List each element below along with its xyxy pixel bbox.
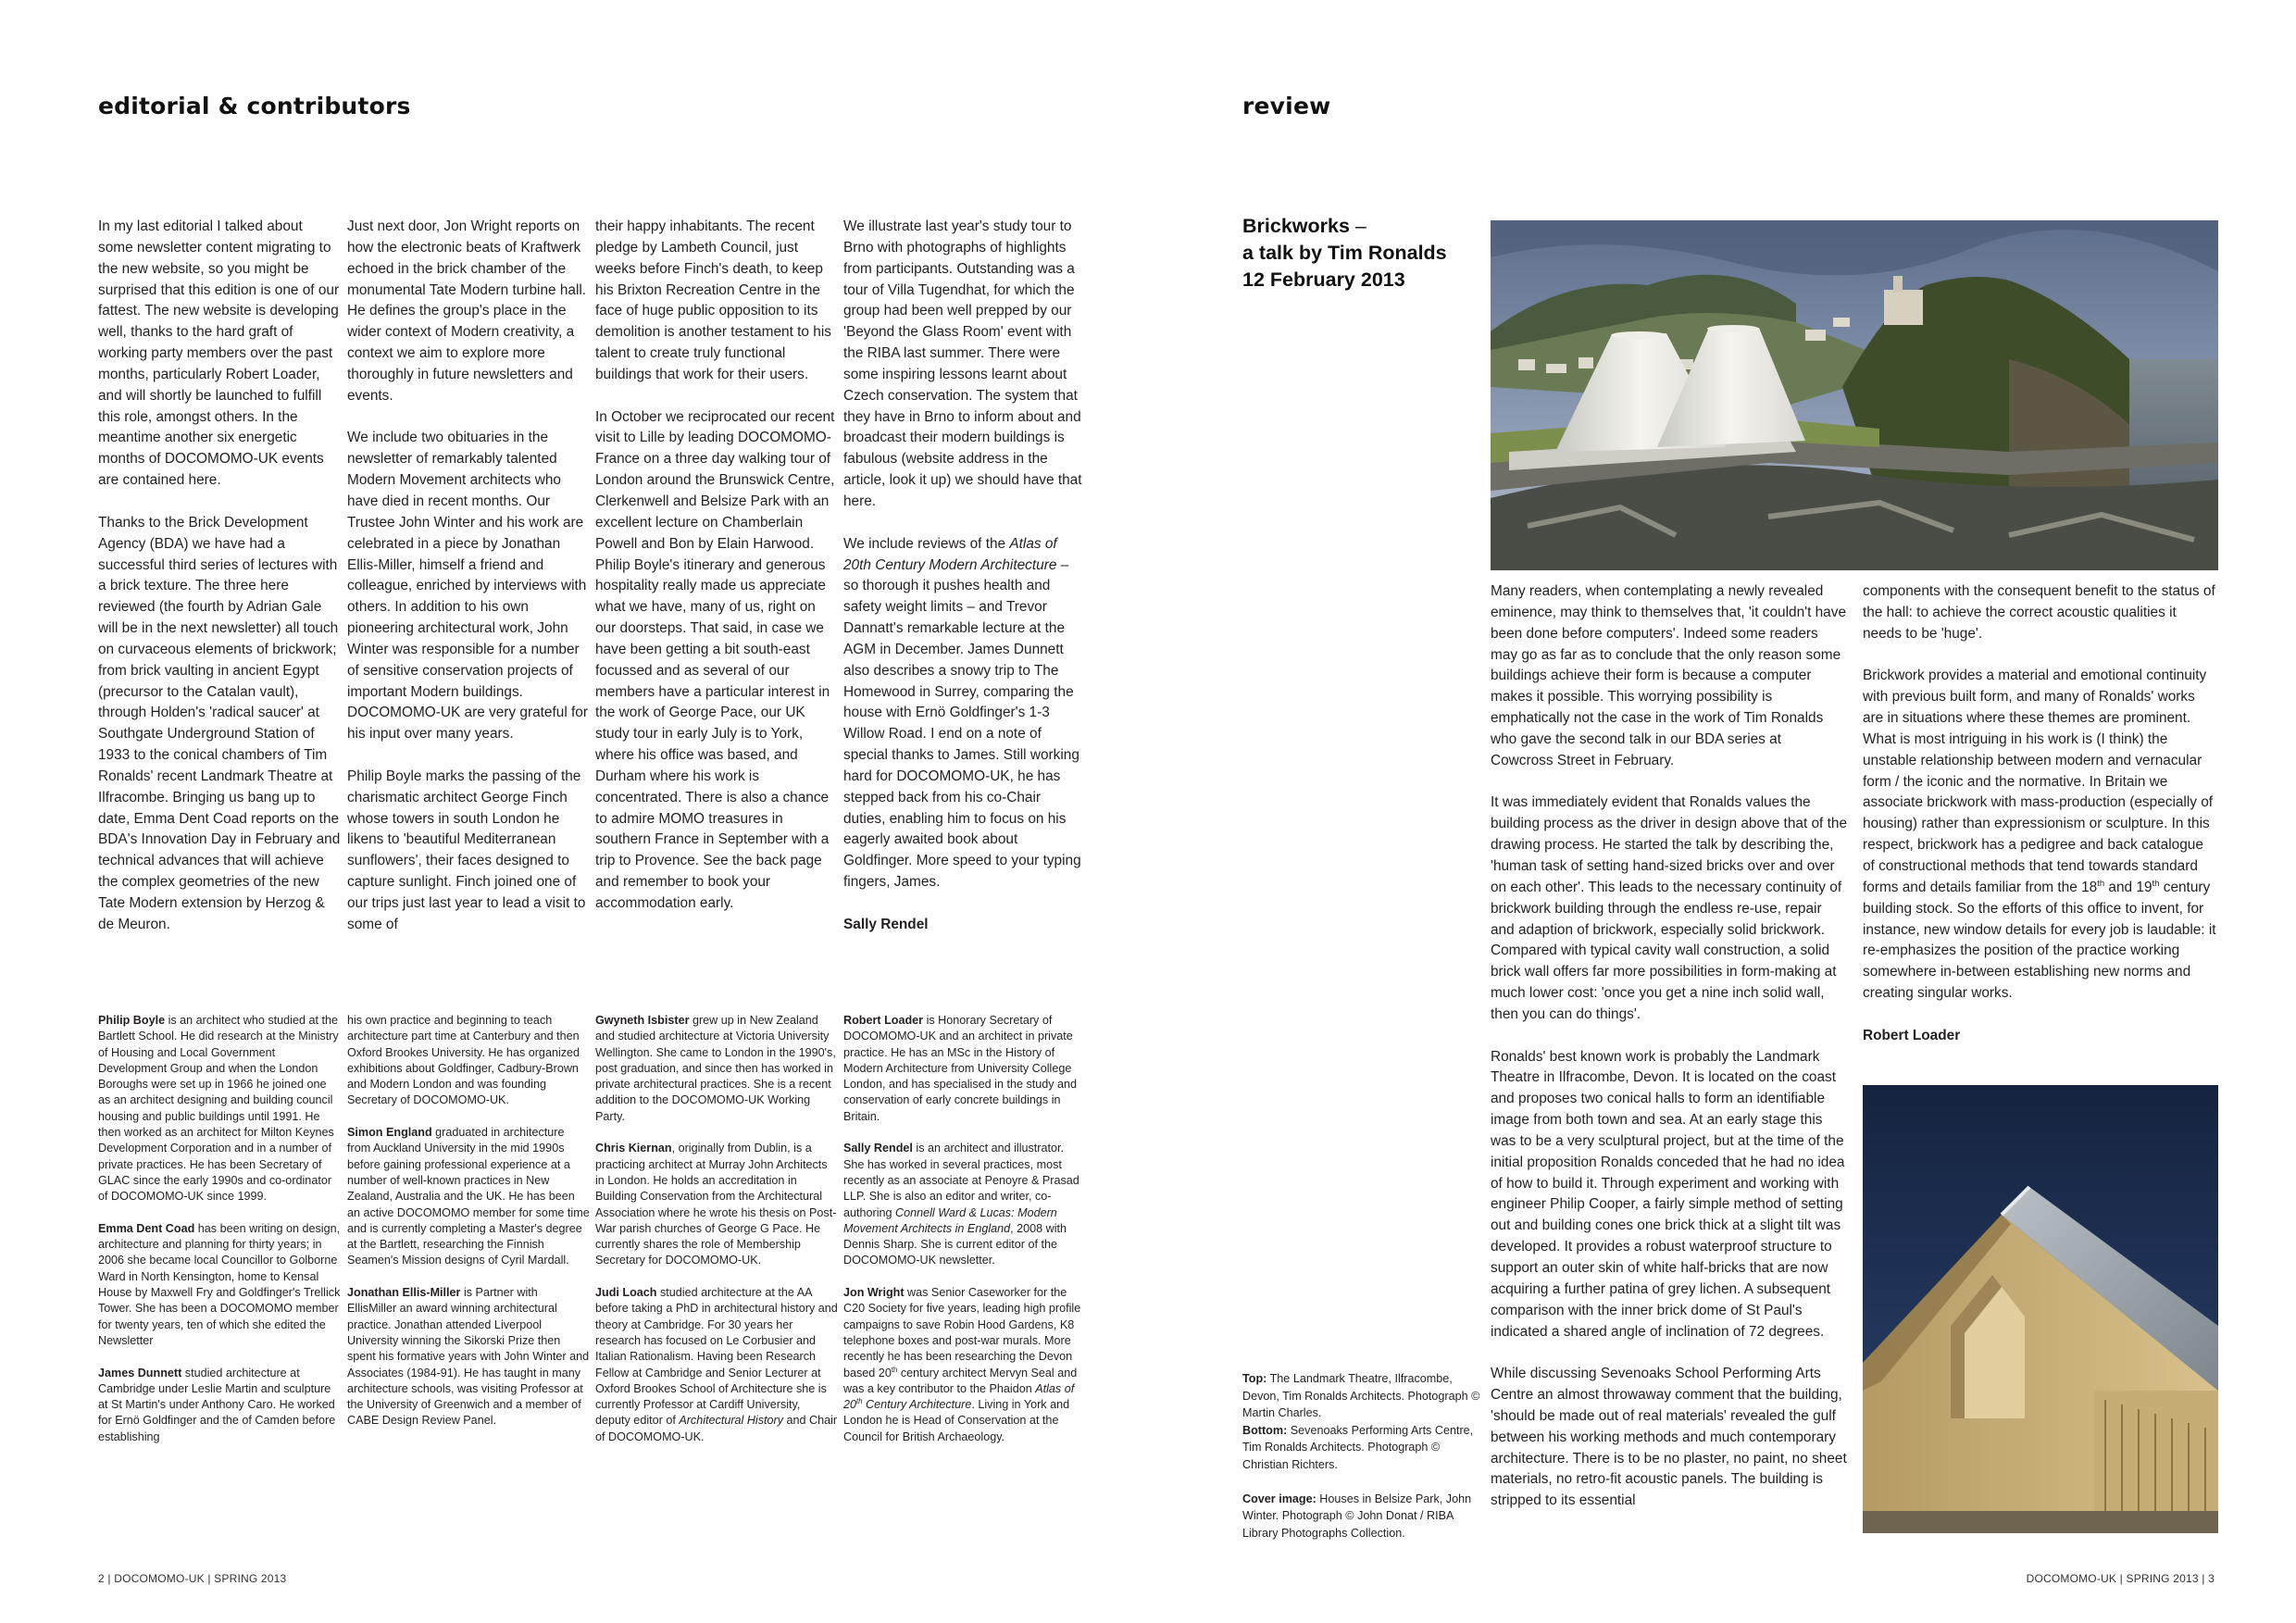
editorial-paragraph: We illustrate last year's study tour to Brno with photographs of highlights from participants. Outstanding was a tour of Villa Tugendhat, for which the group had been well prepped by our 'Beyond the Glass Room' event with the RIBA last summer. There were some inspiring lessons learnt about Czech conservation. The system that they have in Brno to inform about and broadcast their modern buildings is fabulous (website address in the article, look it up) we should have that here. <box>843 218 1082 509</box>
review-column-2 <box>1863 581 2218 1047</box>
bio-text: is Partner with EllisMiller an award winning architectural practice. Jonathan attended Liverpool University winning the Sikorski Prize then spent his formative years with John Winter and Associates (1984-91). He has taught in many architecture schools, was visiting Professor at the University of Greenwich and a member of CABE Design Review Panel. <box>347 1286 590 1428</box>
page-footer-right: DOCOMOMO-UK | SPRING 2013 | 3 <box>2026 1572 2215 1585</box>
landmark-theatre-photo <box>1491 220 2218 570</box>
bios-column-1 <box>98 1013 341 1445</box>
hilltop-building <box>1884 290 1923 325</box>
bio-text: is Honorary Secretary of DOCOMOMO-UK and an architect in private practice. He has an MSc in the History of Modern Architecture from University College London, and has specialised in the study and conservation of early concrete buildings in Britain. <box>843 1014 1078 1123</box>
contributor-name: Judi Loach <box>595 1286 657 1300</box>
book-title-part: Atlas of 20 <box>843 1381 1075 1412</box>
review-subtitle: a talk by Tim Ronalds <box>1242 242 1447 264</box>
review-paragraph: components with the consequent benefit to the status of the hall: to achieve the correct acoustic qualities it needs to be 'huge'. <box>1863 583 2215 642</box>
review-paragraph: Many readers, when contemplating a newly revealed eminence, may think to themselves that, 'it couldn't have been done before computers'. Indeed some readers may go as far as to conclude that the only reason some buildings achieve their form is because a computer makes it possible. This worrying possibility is emphatically not the case in the work of Tim Ronalds who gave the second talk in our BDA series at Cowcross Street in February. <box>1491 583 1846 768</box>
journal-title: Architectural History <box>679 1414 784 1428</box>
editorial-paragraph: In my last editorial I talked about some newsletter content migrating to the new website, so you might be surprised that this edition is one of our fattest. The new website is developing well, thanks to the hard graft of working party members over the past months, particularly Robert Loader, and will shortly be launched to fulfill this role, amongst others. In the meantime another six energetic months of DOCOMOMO-UK events are contained here. <box>98 218 340 489</box>
editorial-paragraph: Philip Boyle marks the passing of the charismatic architect George Finch whose towers in south London he likens to 'beautiful Mediterranean sunflowers', their faces designed to capture sunlight. Finch joined one of our trips just last year to lead a visit to some of <box>347 768 586 932</box>
bios-column-4 <box>843 1013 1086 1445</box>
contributor-name: Robert Loader <box>843 1014 924 1027</box>
caption-label: Top: <box>1242 1372 1267 1385</box>
caption-cover <box>1242 1491 1483 1542</box>
superscript: th <box>2097 878 2105 889</box>
text-run: and 19 <box>2104 879 2152 895</box>
caption-label: Cover image: <box>1242 1492 1316 1505</box>
photo-captions <box>1242 1370 1483 1542</box>
bio-james-dunnett <box>98 1366 341 1445</box>
review-paragraph: It was immediately evident that Ronalds values the building process as the driver in design above that of the drawing process. He started the talk by describing the, 'human task of setting hand-sized bricks over and over on each other'. This leads to the necessary continuity of brickwork building through the endless re-use, repair and adaption of brickwork, especially solid brickwork. Compared with typical cavity wall construction, a solid brick wall offers far more possibilities in form-making at much lower cost: 'once you get a nine inch solid wall, then you can do things'. <box>1491 794 1848 1022</box>
bio-sally-rendel <box>843 1141 1086 1268</box>
bio-text: , originally from Dublin, is a practicing architect at Murray John Architects in London. He holds an accreditation in Building Conservation from the Architectural Association where he wrote his thesis on Post-War parish churches of George G Pace. He currently shares the role of Membership Secretary for DOCOMOMO-UK. <box>595 1142 837 1267</box>
superscript: th <box>856 1396 863 1405</box>
book-title-part: Century Architecture <box>862 1398 972 1412</box>
book-title: Connell Ward & Lucas: Modern Movement Architects in England <box>843 1205 1057 1235</box>
bio-robert-loader <box>843 1013 1086 1125</box>
bio-emma-dent-coad <box>98 1221 341 1349</box>
bio-gwyneth-isbister <box>595 1013 838 1125</box>
editorial-paragraph: their happy inhabitants. The recent pledge by Lambeth Council, just weeks before Finch's death, to keep his Brixton Recreation Centre in the face of huge public opposition to its demolition is another testament to his talent to create truly functional buildings that work for their users. <box>595 218 831 382</box>
bios-column-2 <box>347 1013 590 1429</box>
contributor-name: James Dunnett <box>98 1366 182 1380</box>
bio-text: and Chair of DOCOMOMO-UK. <box>595 1414 838 1443</box>
editorial-paragraph: Thanks to the Brick Development Agency (BDA) we have had a successful third series of lectures with a brick texture. The three here reviewed (the fourth by Adrian Gale will be in the next newsletter) all touch on curvaceous elements of brickwork; from brick vaulting in ancient Egypt (precursor to the Catalan vault), through Holden's 'radical saucer' at Southgate Underground Station of 1933 to the conical chambers of Tim Ronalds' recent Landmark Theatre at Ilfracombe. Bringing us bang up to date, Emma Dent Coad reports on the BDA's Innovation Day in February and technical advances that will achieve the complex geometries of the new Tate Modern extension by Herzog & de Meuron. <box>98 514 341 932</box>
text-run: century building stock. So the efforts of this office to invent, for instance, new window details for every job is laudable: it re-emphasizes the position of the practice working somewhere in-between establishing new norms and creating singular works. <box>1863 879 2216 1002</box>
ground <box>1863 1511 2218 1533</box>
contributor-name: Philip Boyle <box>98 1014 166 1027</box>
editorial-column-1 <box>98 217 341 936</box>
page-heading-editorial: editorial & contributors <box>98 93 411 119</box>
bio-judi-loach <box>595 1285 838 1445</box>
bio-jonathan-ellis-miller <box>347 1285 590 1429</box>
caption-text: Houses in Belsize Park, John Winter. Photograph © John Donat / RIBA Library Photographs Collection. <box>1242 1492 1472 1540</box>
editorial-column-2 <box>347 217 590 936</box>
editor-signature: Sally Rendel <box>843 916 929 932</box>
text-run: – so thorough it pushes health and safety weight limits – and Trevor Dannatt's remarkable lecture at the AGM in December. James Dunnett also describes a snowy trip to The Homewood in Surrey, comparing the house with Ernö Goldfinger's 1-3 Willow Road. I end on a note of special thanks to James. Still working hard for DOCOMOMO-UK, he has stepped back from his co-Chair duties, enabling him to focus on his eagerly awaited book about Goldfinger. More speed to your typing fingers, James. <box>843 556 1081 891</box>
bio-text: was Senior Caseworker for the C20 Society for five years, leading high profile campaigns to save Robin Hood Gardens, K8 telephone boxes and post-war murals. More recently he has been researching the Devon based 20 <box>843 1286 1081 1380</box>
editorial-paragraph: In October we reciprocated our recent visit to Lille by leading DOCOMOMO-France on a three day walking tour of London around the Brunswick Centre, Clerkenwell and Belsize Park with an excellent lecture on Chamberlain Powell and Bon by Elain Harwood. Philip Boyle's itinerary and generous hospitality really made us appreciate what we have, many of us, right on our doorsteps. That said, in case we have been getting a bit south-east focussed and as several of our members have a particular interest in the work of George Pace, our UK study tour in early July is to York, where his office was based, and Durham where his work is concentrated. There is also a chance to admire MOMO treasures in southern France in September with a trip to Provence. See the back page and remember to book your accommodation early. <box>595 408 835 911</box>
contributor-name: Emma Dent Coad <box>98 1221 195 1235</box>
contributor-name: Simon England <box>347 1126 432 1140</box>
bio-simon-england <box>347 1125 590 1269</box>
review-title-line <box>1242 213 1492 240</box>
review-paragraph: While discussing Sevenoaks School Performing Arts Centre an almost throwaway comment that the building, 'should be made out of real materials' revealed the gulf between his working methods and much contemporary architecture. There is to be no plaster, no paint, no sheet materials, no retro-fit acoustic panels. The building is stripped to its essential <box>1491 1366 1847 1509</box>
cone-top-right <box>1707 325 1759 332</box>
bio-text: is an architect and illustrator. She has worked in several practices, most recently as an associate at Penoyre & Prasad LLP. She is also an editor and writer, co-authoring <box>843 1142 1079 1219</box>
bios-column-3 <box>595 1013 838 1445</box>
bio-jon-wright <box>843 1285 1086 1445</box>
superscript: th <box>891 1365 898 1374</box>
bio-text: studied architecture at the AA before taking a PhD in architectural history and theory at Cambridge. For 30 years her research has focused on Le Corbusier and Italian Rationalism. Having been Research Fellow at Cambridge and Senior Lecturer at Oxford Brookes School of Architecture she is currently Professor at Cardiff University, deputy editor of <box>595 1286 838 1428</box>
bio-james-dunnett-continued: his own practice and beginning to teach architecture part time at Canterbury and then Oxford Brookes University. He has organized exhibitions about Goldfinger, Cadbury-Brown and Modern London and was founding Secretary of DOCOMOMO-UK. <box>347 1014 580 1107</box>
caption-text: The Landmark Theatre, Ilfracombe, Devon, Tim Ronalds Architects. Photograph © Martin Charles. <box>1242 1372 1480 1419</box>
sevenoaks-arts-centre-photo <box>1863 1085 2218 1533</box>
bio-text: , 2008 with Dennis Sharp. She is current editor of the DOCOMOMO-UK newsletter. <box>843 1221 1067 1267</box>
review-column-1 <box>1491 581 1847 1512</box>
page-footer-left: 2 | DOCOMOMO-UK | SPRING 2013 <box>98 1572 287 1585</box>
caption-text: Sevenoaks Performing Arts Centre, Tim Ronalds Architects. Photograph © Christian Richters. <box>1242 1423 1474 1471</box>
caption-label: Bottom: <box>1242 1423 1288 1437</box>
caption-top <box>1242 1370 1483 1473</box>
review-title-main: Brickworks <box>1242 215 1350 237</box>
superscript: th <box>2152 878 2160 889</box>
contributor-name: Jonathan Ellis-Miller <box>347 1286 461 1300</box>
bio-text: century architect Mervyn Seal and was a key contributor to the Phaidon <box>843 1366 1078 1395</box>
review-title <box>1242 213 1492 293</box>
book-title: Atlas of 20th Century Modern Architecture <box>843 535 1057 573</box>
editorial-paragraph: Just next door, Jon Wright reports on how the electronic beats of Kraftwerk echoed in the brick chamber of the monumental Tate Modern turbine hall. He defines the group's place in the wider context of Modern creativity, a context we aim to explore more thoroughly in future newsletters and events. <box>347 218 587 404</box>
review-paragraph <box>1863 666 2218 1005</box>
contributor-name: Chris Kiernan <box>595 1142 672 1155</box>
bio-text: is an architect who studied at the Bartlett School. He did research at the Ministry of Housing and Local Government Development Group and when the London Boroughs were set up in 1966 he joined one as an architect designing and building council housing and public buildings until 1991. He then worked as an architect for Milton Keynes Development Corporation and in a number of private practices. He has been Secretary of GLAC since the early 1990s and co-ordinator of DOCOMOMO-UK since 1999. <box>98 1014 339 1204</box>
review-paragraph: Ronalds' best known work is probably the Landmark Theatre in Ilfracombe, Devon. It is located on the coast and proposes two conical halls to form an identifiable image from both town and sea. At an early stage this was to be a very sculptural project, but at the time of the initial proposition Ronalds conceded that he had no idea of how to build it. Through experiment and working with engineer Philip Cooper, a fairly simple method of setting out and building cones one brick thick at a slight tilt was developed. It provides a robust waterproof structure to support an outer skin of white half-bricks that are now acquiring a further patina of grey lichen. A subsequent comparison with the inner brick dome of St Paul's indicated a shared angle of inclination of 72 degrees. <box>1491 1048 1845 1340</box>
editorial-paragraph <box>843 534 1086 893</box>
review-signature: Robert Loader <box>1863 1027 1961 1043</box>
bio-text: graduated in architecture from Auckland University in the mid 1990s before gaining professional experience at a number of well-known practices in New Zealand, Australia and the UK. He has been an active DOCOMOMO member for some time and is currently completing a Master's degree at the Bartlett, researching the Finnish Seamen's Mission designs of Cyril Mardall. <box>347 1126 590 1267</box>
hilltop-tower <box>1893 276 1903 293</box>
cone-top-left <box>1611 331 1666 339</box>
bio-text: studied architecture at Cambridge under Leslie Martin and sculpture at St Martin's under Anthony Caro. He worked for Ernö Goldfinger and the of Camden before establishing <box>98 1366 336 1443</box>
contributor-name: Jon Wright <box>843 1286 905 1300</box>
bio-text: . Living in York and London he is Head of Conservation at the Council for British Archaeology. <box>843 1398 1070 1443</box>
text-run: Brickwork provides a material and emotional continuity with previous built form, and many of Ronalds' works are in situations where these themes are prominent. What is most intriguing in his work is (I think) the unstable relationship between modern and vernacular form / the iconic and the normative. In Britain we associate brickwork with mass-production (especially of housing) rather than expressionism or sculpture. In this respect, brickwork has a pedigree and back catalogue of constructional methods that tend towards standard forms and details familiar from the 18 <box>1863 668 2214 895</box>
bio-philip-boyle <box>98 1013 341 1205</box>
contributor-name: Gwyneth Isbister <box>595 1014 690 1027</box>
contributor-name: Sally Rendel <box>843 1142 913 1155</box>
editorial-column-3 <box>595 217 838 915</box>
page-heading-review: review <box>1242 93 1331 119</box>
review-date: 12 February 2013 <box>1242 268 1405 291</box>
bio-text: grew up in New Zealand and studied architecture at Victoria University Wellington. She came to London in the 1990's, post graduation, and since then has worked in private architectural practices. She is a recent addition to the DOCOMOMO-UK Working Party. <box>595 1014 836 1123</box>
review-title-dash: – <box>1349 215 1366 237</box>
bio-text: has been writing on design, architecture and planning for thirty years; in 2006 she became local Councillor to Golborne Ward in North Kensington, home to Kensal House by Maxwell Fry and Goldfinger's Trellick Tower. She has been a DOCOMOMO member for twenty years, ten of which she edited the Newsletter <box>98 1221 341 1347</box>
editorial-paragraph: We include two obituaries in the newsletter of remarkably talented Modern Movement architects who have died in recent months. Our Trustee John Winter and his work are celebrated in a piece by Jonathan Ellis-Miller, himself a friend and colleague, enriched by interviews with others. In addition to his own pioneering architectural work, John Winter was responsible for a number of sensitive conservation projects of important Modern buildings. DOCOMOMO-UK are very grateful for his input over many years. <box>347 430 588 743</box>
editorial-column-4 <box>843 217 1086 936</box>
text-run: We include reviews of the <box>843 535 1010 552</box>
bio-chris-kiernan <box>595 1141 838 1268</box>
